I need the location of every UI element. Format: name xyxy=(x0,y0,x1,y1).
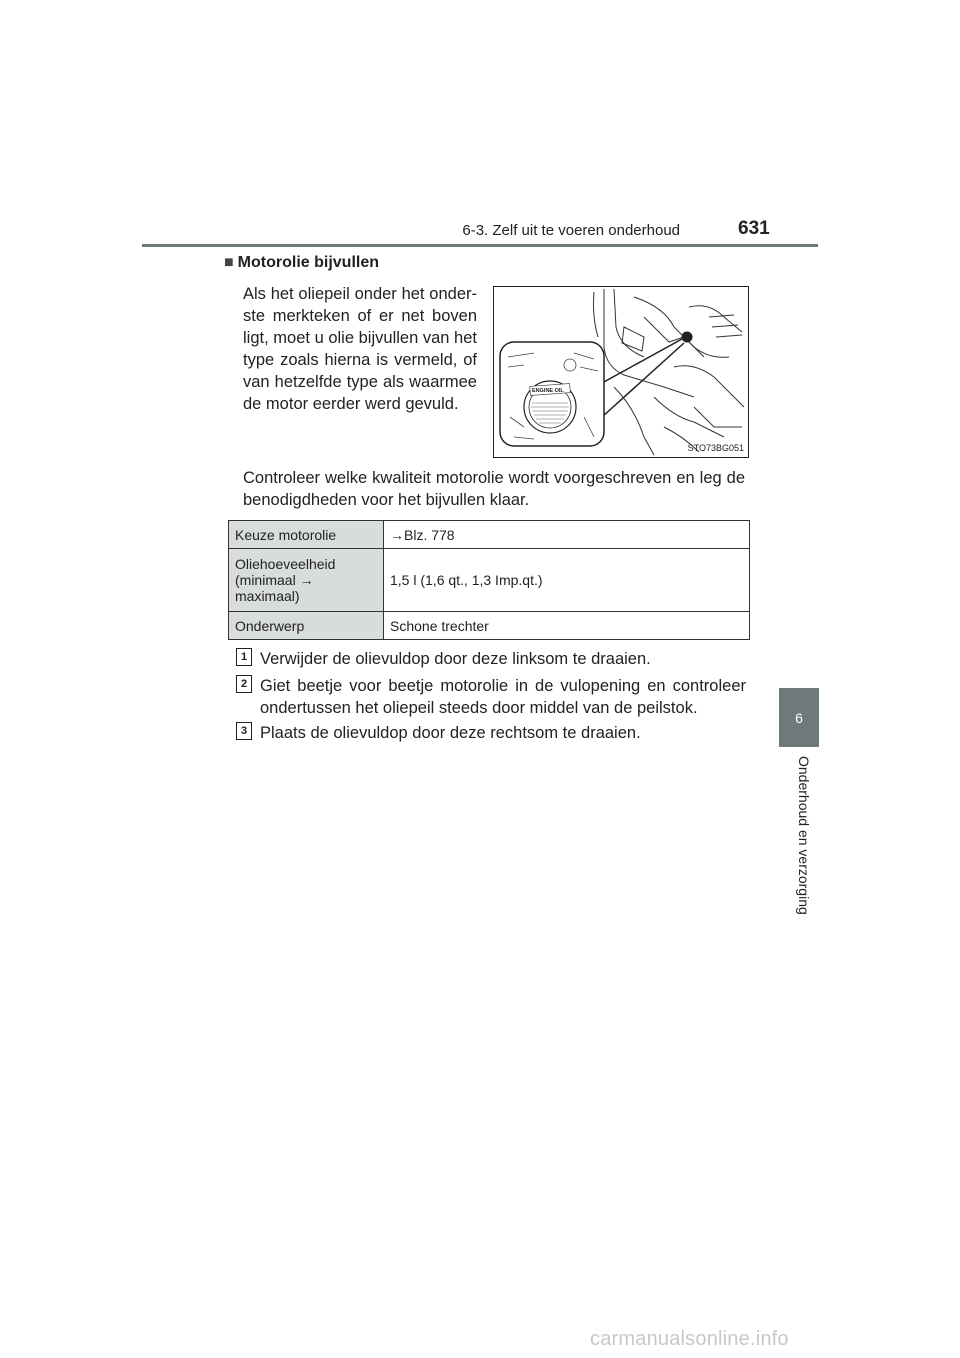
header-divider xyxy=(142,244,818,247)
step-text: Verwijder de olievuldop door deze linksom te draaien. xyxy=(260,650,651,668)
step-item xyxy=(236,722,746,744)
check-paragraph: Controleer welke kwaliteit motorolie wordt voorgeschreven en leg de benodigdheden voor het bijvullen klaar. xyxy=(243,469,745,509)
table-row xyxy=(229,612,750,640)
step-item xyxy=(236,675,746,719)
figure-code: STO73BG051 xyxy=(687,443,744,453)
cap-label: ENGINE OIL xyxy=(532,388,564,394)
table-value: Schone trechter xyxy=(384,612,750,640)
table-key: Keuze motorolie xyxy=(229,521,384,549)
step-number-badge: 1 xyxy=(236,648,252,666)
oil-spec-table xyxy=(228,520,750,640)
step-text: Plaats de olievuldop door deze rechtsom te draaien. xyxy=(260,724,641,742)
table-value: →Blz. 778 xyxy=(384,521,750,549)
engine-oil-cap-illustration xyxy=(493,286,749,458)
step-item xyxy=(236,648,746,670)
step-text: Giet beetje voor beetje motorolie in de vulopening en controleer ondertussen het oliepeil steeds door middel van de peilstok. xyxy=(260,677,746,717)
table-row xyxy=(229,549,750,612)
watermark: carmanualsonline.info xyxy=(590,1328,789,1350)
intro-paragraph: Als het oliepeil onder het onder-ste merkteken of er net boven ligt, moet u olie bijvullen van het type zoals hierna is vermeld, of van hetzelfde type als waarmee de motor eerder werd gevuld. xyxy=(243,285,477,413)
square-bullet-icon: ■ xyxy=(224,254,234,271)
table-key: Onderwerp xyxy=(229,612,384,640)
page-number: 631 xyxy=(738,218,770,239)
chapter-label: Onderhoud en verzorging xyxy=(796,756,812,915)
chapter-tab: 6 xyxy=(779,688,819,747)
table-key: Oliehoeveelheid (minimaal → maximaal) xyxy=(229,549,384,612)
table-row xyxy=(229,521,750,549)
running-header-section: 6-3. Zelf uit te voeren onderhoud xyxy=(462,222,680,239)
table-value: 1,5 l (1,6 qt., 1,3 Imp.qt.) xyxy=(384,549,750,612)
step-number-badge: 2 xyxy=(236,675,252,693)
step-number-badge: 3 xyxy=(236,722,252,740)
section-heading xyxy=(224,254,379,272)
engine-bay-drawing xyxy=(494,287,748,457)
section-heading-text: Motorolie bijvullen xyxy=(237,254,380,271)
